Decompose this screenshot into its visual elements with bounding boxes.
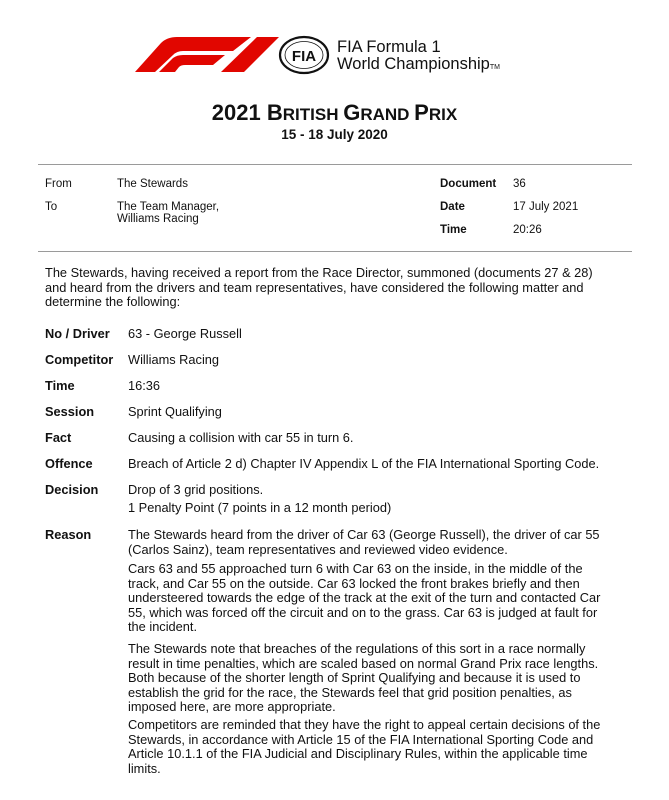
top-divider bbox=[38, 164, 632, 165]
document-label: Document bbox=[440, 178, 497, 190]
competitor-value: Williams Racing bbox=[128, 352, 220, 367]
reason-line: imposed here, are more appropriate. bbox=[128, 699, 336, 715]
title-grand-initial: G bbox=[343, 100, 361, 125]
intro-line: determine the following: bbox=[45, 294, 181, 310]
document-header bbox=[133, 33, 553, 83]
incident-time-value: 16:36 bbox=[128, 378, 161, 393]
reason-line: Both because of the shorter length of Sprint Qualifying and because it is used to bbox=[128, 670, 581, 686]
title-british-initial: B bbox=[266, 100, 283, 125]
from-value: The Stewards bbox=[117, 178, 188, 190]
reason-line: track, and Car 55 on the outside. Car 63 locked the front brakes briefly and then bbox=[128, 575, 580, 591]
document-value: 36 bbox=[513, 178, 526, 190]
offence-label: Offence bbox=[45, 456, 93, 471]
event-dates: 15 - 18 July 2020 bbox=[281, 127, 388, 142]
title-word-british bbox=[267, 100, 343, 125]
title-word-prix bbox=[414, 100, 457, 125]
reason-paragraph-4 bbox=[128, 718, 618, 776]
session-value: Sprint Qualifying bbox=[128, 404, 222, 419]
decision-value-line2: 1 Penalty Point (7 points in a 12 month period) bbox=[128, 500, 392, 515]
reason-line: understeered towards the edge of the track at the exit of the turn and contacted Car bbox=[128, 590, 601, 606]
title-word-grand bbox=[343, 100, 414, 125]
trademark-mark: TM bbox=[489, 64, 500, 71]
intro-paragraph bbox=[45, 266, 630, 310]
incident-time-label: Time bbox=[45, 378, 75, 393]
intro-line: The Stewards, having received a report from the Race Director, summoned (documents 27 & 28) bbox=[45, 265, 593, 280]
reason-line: Competitors are reminded that they have the right to appeal certain decisions of the bbox=[128, 717, 601, 732]
offence-value: Breach of Article 2 d) Chapter IV Appendix L of the FIA International Sporting Code. bbox=[128, 456, 600, 471]
intro-line: and heard from the drivers and team representatives, have considered the following matter and bbox=[45, 279, 584, 295]
to-label: To bbox=[45, 201, 58, 213]
reason-line: establish the grid for the race, the Stewards feel that grid position penalties, as bbox=[128, 684, 572, 700]
date-label: Date bbox=[440, 201, 465, 213]
brand-line1: FIA Formula 1 bbox=[337, 38, 441, 56]
decision-value-line1: Drop of 3 grid positions. bbox=[128, 482, 264, 497]
title-british-rest: RITISH bbox=[282, 105, 344, 124]
time-label: Time bbox=[440, 224, 467, 236]
page-title bbox=[0, 100, 669, 126]
reason-line: 55, which was forced off the circuit and on to the grass. Car 63 is judged at fault for bbox=[128, 604, 598, 620]
competitor-label: Competitor bbox=[45, 352, 114, 367]
title-prix-rest: RIX bbox=[428, 105, 458, 124]
from-label: From bbox=[45, 178, 72, 190]
title-prix-initial: P bbox=[414, 100, 429, 125]
reason-paragraph-3 bbox=[128, 642, 618, 715]
reason-line: result in time penalties, which are scaled based on normal Grand Prix race lengths. bbox=[128, 655, 599, 671]
reason-line: limits. bbox=[128, 760, 161, 776]
reason-paragraph-1 bbox=[128, 528, 618, 557]
fact-label: Fact bbox=[45, 430, 72, 445]
bottom-divider bbox=[38, 251, 632, 252]
reason-line: Cars 63 and 55 approached turn 6 with Car 63 on the inside, in the middle of the bbox=[128, 561, 583, 576]
to-value-line2: Williams Racing bbox=[117, 213, 199, 225]
date-value: 17 July 2021 bbox=[513, 201, 579, 213]
reason-line: The Stewards note that breaches of the regulations of this sort in a race normally bbox=[128, 641, 586, 656]
decision-label: Decision bbox=[45, 482, 99, 497]
driver-label: No / Driver bbox=[45, 326, 110, 341]
to-value-line1: The Team Manager, bbox=[117, 201, 220, 213]
title-year: 2021 bbox=[211, 100, 261, 125]
fia-seal-logo bbox=[278, 35, 330, 75]
time-value: 20:26 bbox=[513, 224, 542, 236]
brand-text bbox=[337, 39, 500, 76]
fact-value: Causing a collision with car 55 in turn 6. bbox=[128, 430, 354, 445]
fia-seal-text: FIA bbox=[291, 48, 317, 65]
brand-line2-text: World Championship bbox=[337, 55, 490, 73]
session-label: Session bbox=[45, 404, 95, 419]
driver-value: 63 - George Russell bbox=[128, 326, 242, 341]
reason-line: the incident. bbox=[128, 619, 198, 635]
brand-line2 bbox=[337, 56, 500, 76]
reason-line: (Carlos Sainz), team representatives and reviewed video evidence. bbox=[128, 541, 508, 557]
reason-line: The Stewards heard from the driver of Car 63 (George Russell), the driver of car 55 bbox=[128, 527, 600, 542]
f1-logo bbox=[133, 35, 281, 73]
reason-paragraph-2 bbox=[128, 562, 618, 635]
reason-line: Stewards, in accordance with Article 15 of the FIA International Sporting Code and bbox=[128, 731, 594, 747]
title-grand-rest: RAND bbox=[360, 105, 415, 124]
reason-line: Article 10.1.1 of the FIA Judicial and Disciplinary Rules, within the applicable time bbox=[128, 746, 588, 762]
reason-label: Reason bbox=[45, 527, 92, 542]
